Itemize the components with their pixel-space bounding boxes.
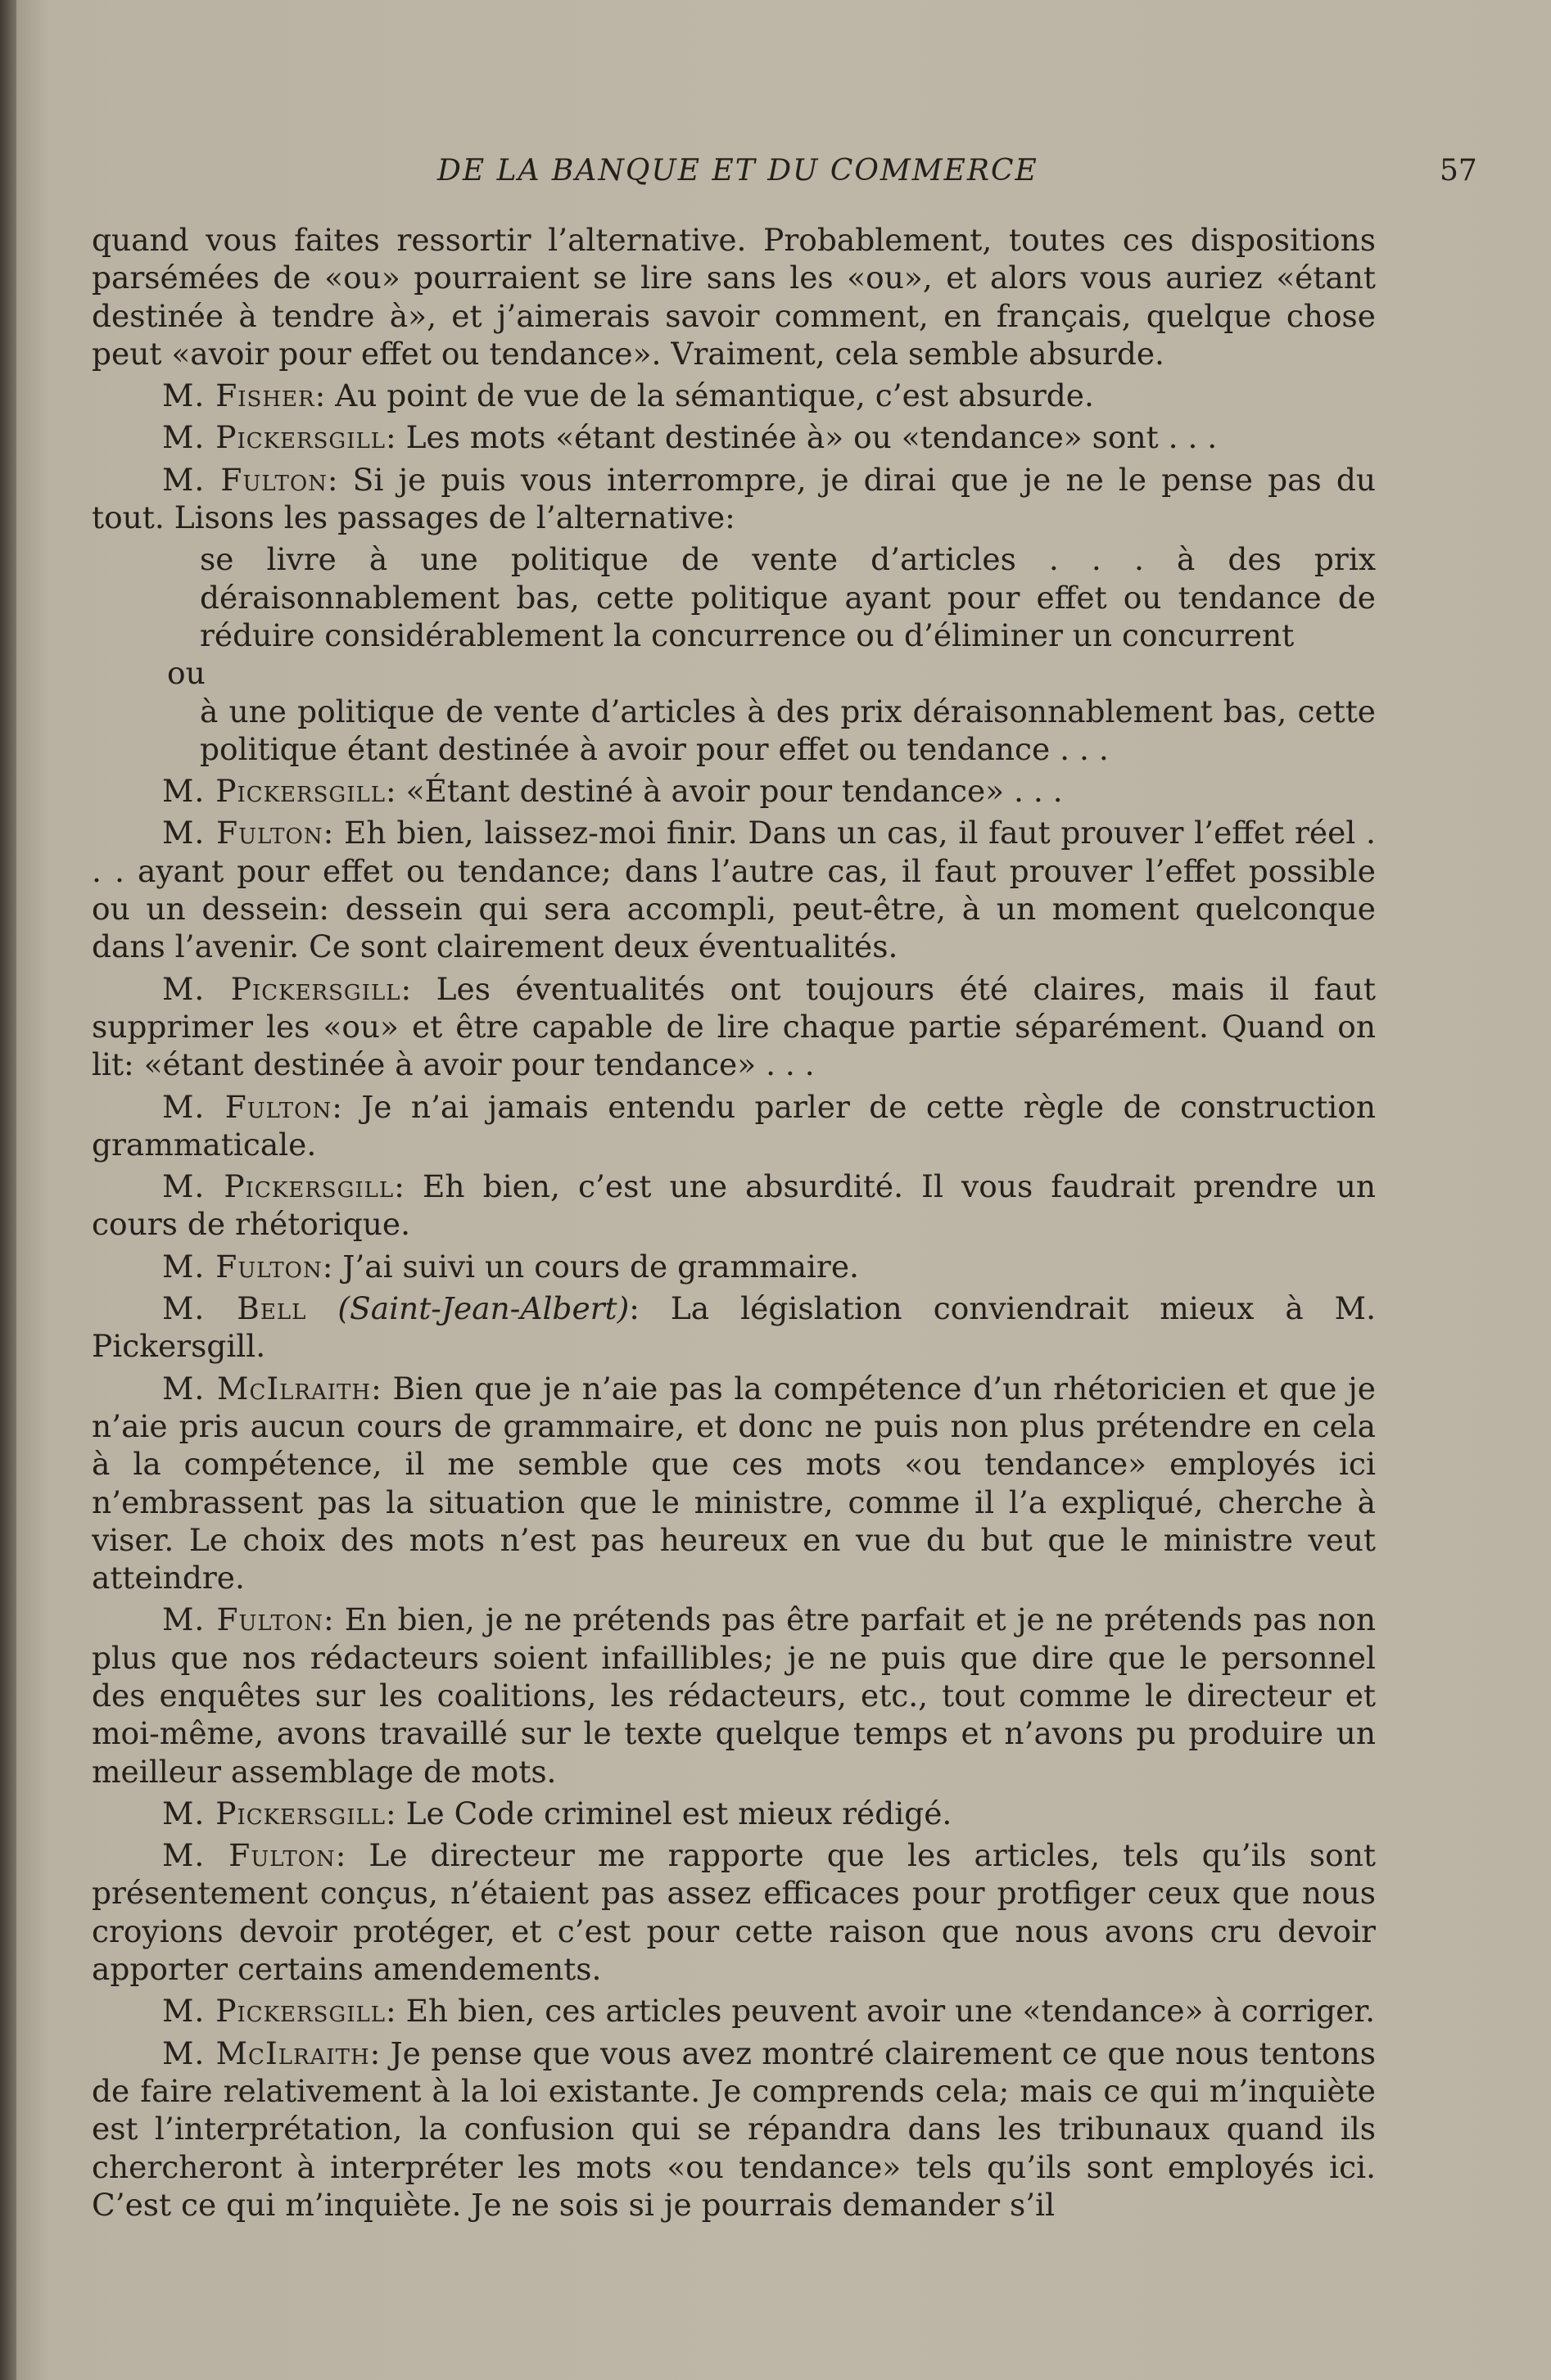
running-head [90, 154, 1551, 195]
block-quote: à une politique de vente d’articles à des prix déraisonnablement bas, cette politique étant destinée à avoir pour effet ou tendance . . . [200, 693, 1376, 767]
speaker-affiliation: (Saint-Jean-Albert) [337, 1290, 630, 1327]
quote-separator: ou [167, 655, 206, 692]
paragraph: M. Bell (Saint-Jean-Albert): La législation conviendrait mieux à M. Pickersgill. [92, 1290, 1376, 1365]
speaker-name: M. Pickersgill [162, 1168, 395, 1205]
paragraph: M. Fulton: Eh bien, laissez-moi finir. Dans un cas, il faut prouver l’effet réel . . . ayant pour effet ou tendance; dans l’autre cas, il faut prouver l’effet possible ou un dessein: dessein qui sera accompli, peut-être, à un moment quelconque dans l’avenir. Ce sont clairement deux éventualités. [92, 815, 1376, 965]
paragraph: M. Fulton: Si je puis vous interrompre, je dirai que je ne le pense pas du tout. Lisons les passages de l’alternative: [92, 461, 1376, 536]
block-quote: se livre à une politique de vente d’articles . . . à des prix déraisonnablement bas, cette politique ayant pour effet ou tendance de réduire considérablement la concurrence ou d’éliminer un concurrent [200, 541, 1376, 653]
paragraph: quand vous faites ressortir l’alternative. Probablement, toutes ces dispositions parsémées de «ou» pourraient se lire sans les «ou», et alors vous auriez «étant destinée à tendre à», et j’aimerais savoir comment, en français, quelque chose peut «avoir pour effet ou tendance». Vraiment, cela semble absurde. [92, 222, 1376, 372]
speaker-name: M. Bell [162, 1290, 307, 1327]
speaker-name: M. Fulton [162, 1248, 323, 1285]
speaker-name: M. Pickersgill [162, 419, 386, 456]
page-gutter [0, 0, 16, 2380]
speaker-name: M. Pickersgill [162, 1795, 386, 1831]
paragraph: M. Pickersgill: «Étant destiné à avoir pour tendance» . . . [162, 773, 1063, 810]
paragraph: M. Fisher: Au point de vue de la sémantique, c’est absurde. [162, 377, 1094, 414]
paragraph: M. McIlraith: Je pense que vous avez montré clairement ce que nous tentons de faire relativement à la loi existante. Je comprends cela; mais ce qui m’inquiète est l’interprétation, la confusion qui se répandra dans les tribunaux quand ils chercheront à interpréter les mots «ou tendance» tels qu’ils sont employés ici. C’est ce qui m’inquiète. Je ne sois si je pourrais demander s’il [92, 2035, 1377, 2223]
body-text [92, 221, 1376, 2228]
speaker-name: M. Fulton [162, 1088, 332, 1125]
speaker-name: M. Fulton [162, 1601, 323, 1638]
paragraph: M. Fulton: Le directeur me rapporte que les articles, tels qu’ils sont présentement conçus, n’étaient pas assez efficaces pour protfiger ceux que nous croyions devoir protéger, et c’est pour cette raison que nous avons cru devoir apporter certains amendements. [92, 1837, 1376, 1988]
paragraph: M. Fulton: J’ai suivi un cours de grammaire. [162, 1248, 859, 1285]
paragraph: M. McIlraith: Bien que je n’aie pas la compétence d’un rhétoricien et que je n’aie pris aucun cours de grammaire, et donc ne puis non plus prétendre en cela à la compétence, il me semble que ces mots «ou tendance» employés ici n’embrassent pas la situation que le ministre, comme il l’a expliqué, cherche à viser. Le choix des mots n’est pas heureux en vue du but que le ministre veut atteindre. [92, 1370, 1376, 1596]
speaker-name: M. Fulton [162, 815, 323, 851]
paragraph: M. Fulton: Je n’ai jamais entendu parler de cette règle de construction grammaticale. [92, 1088, 1376, 1163]
running-head-title: DE LA BANQUE ET DU COMMERCE [437, 154, 1038, 187]
speaker-name: M. Pickersgill [162, 773, 386, 810]
speaker-name: M. Pickersgill [162, 970, 401, 1007]
paragraph: M. Pickersgill: Les mots «étant destinée à» ou «tendance» sont . . . [162, 419, 1218, 456]
paragraph: M. Fulton: En bien, je ne prétends pas être parfait et je ne prétends pas non plus que nos rédacteurs soient infaillibles; je ne puis que dire que le personnel des enquêtes sur les coalitions, les rédacteurs, etc., tout comme le directeur et moi-même, avons travaillé sur le texte quelque temps et n’avons pu produire un meilleur assemblage de mots. [92, 1601, 1376, 1790]
paragraph: M. Pickersgill: Les éventualités ont toujours été claires, mais il faut supprimer les «ou» et être capable de lire chaque partie séparément. Quand on lit: «étant destinée à avoir pour tendance» . . . [92, 970, 1376, 1083]
speaker-name: M. McIlraith [162, 1370, 372, 1407]
paragraph: M. Pickersgill: Le Code criminel est mieux rédigé. [162, 1795, 952, 1831]
speaker-name: M. Fulton [162, 461, 328, 498]
paragraph: M. Pickersgill: Eh bien, c’est une absurdité. Il vous faudrait prendre un cours de rhétorique. [92, 1168, 1377, 1243]
speaker-name: M. Fisher [162, 377, 315, 414]
speaker-name: M. Fulton [162, 1837, 336, 1874]
speaker-name: M. Pickersgill [162, 1993, 386, 2030]
page-number: 57 [1440, 154, 1477, 187]
speaker-name: M. McIlraith [162, 2035, 370, 2071]
paragraph: M. Pickersgill: Eh bien, ces articles peuvent avoir une «tendance» à corriger. [162, 1993, 1376, 2030]
